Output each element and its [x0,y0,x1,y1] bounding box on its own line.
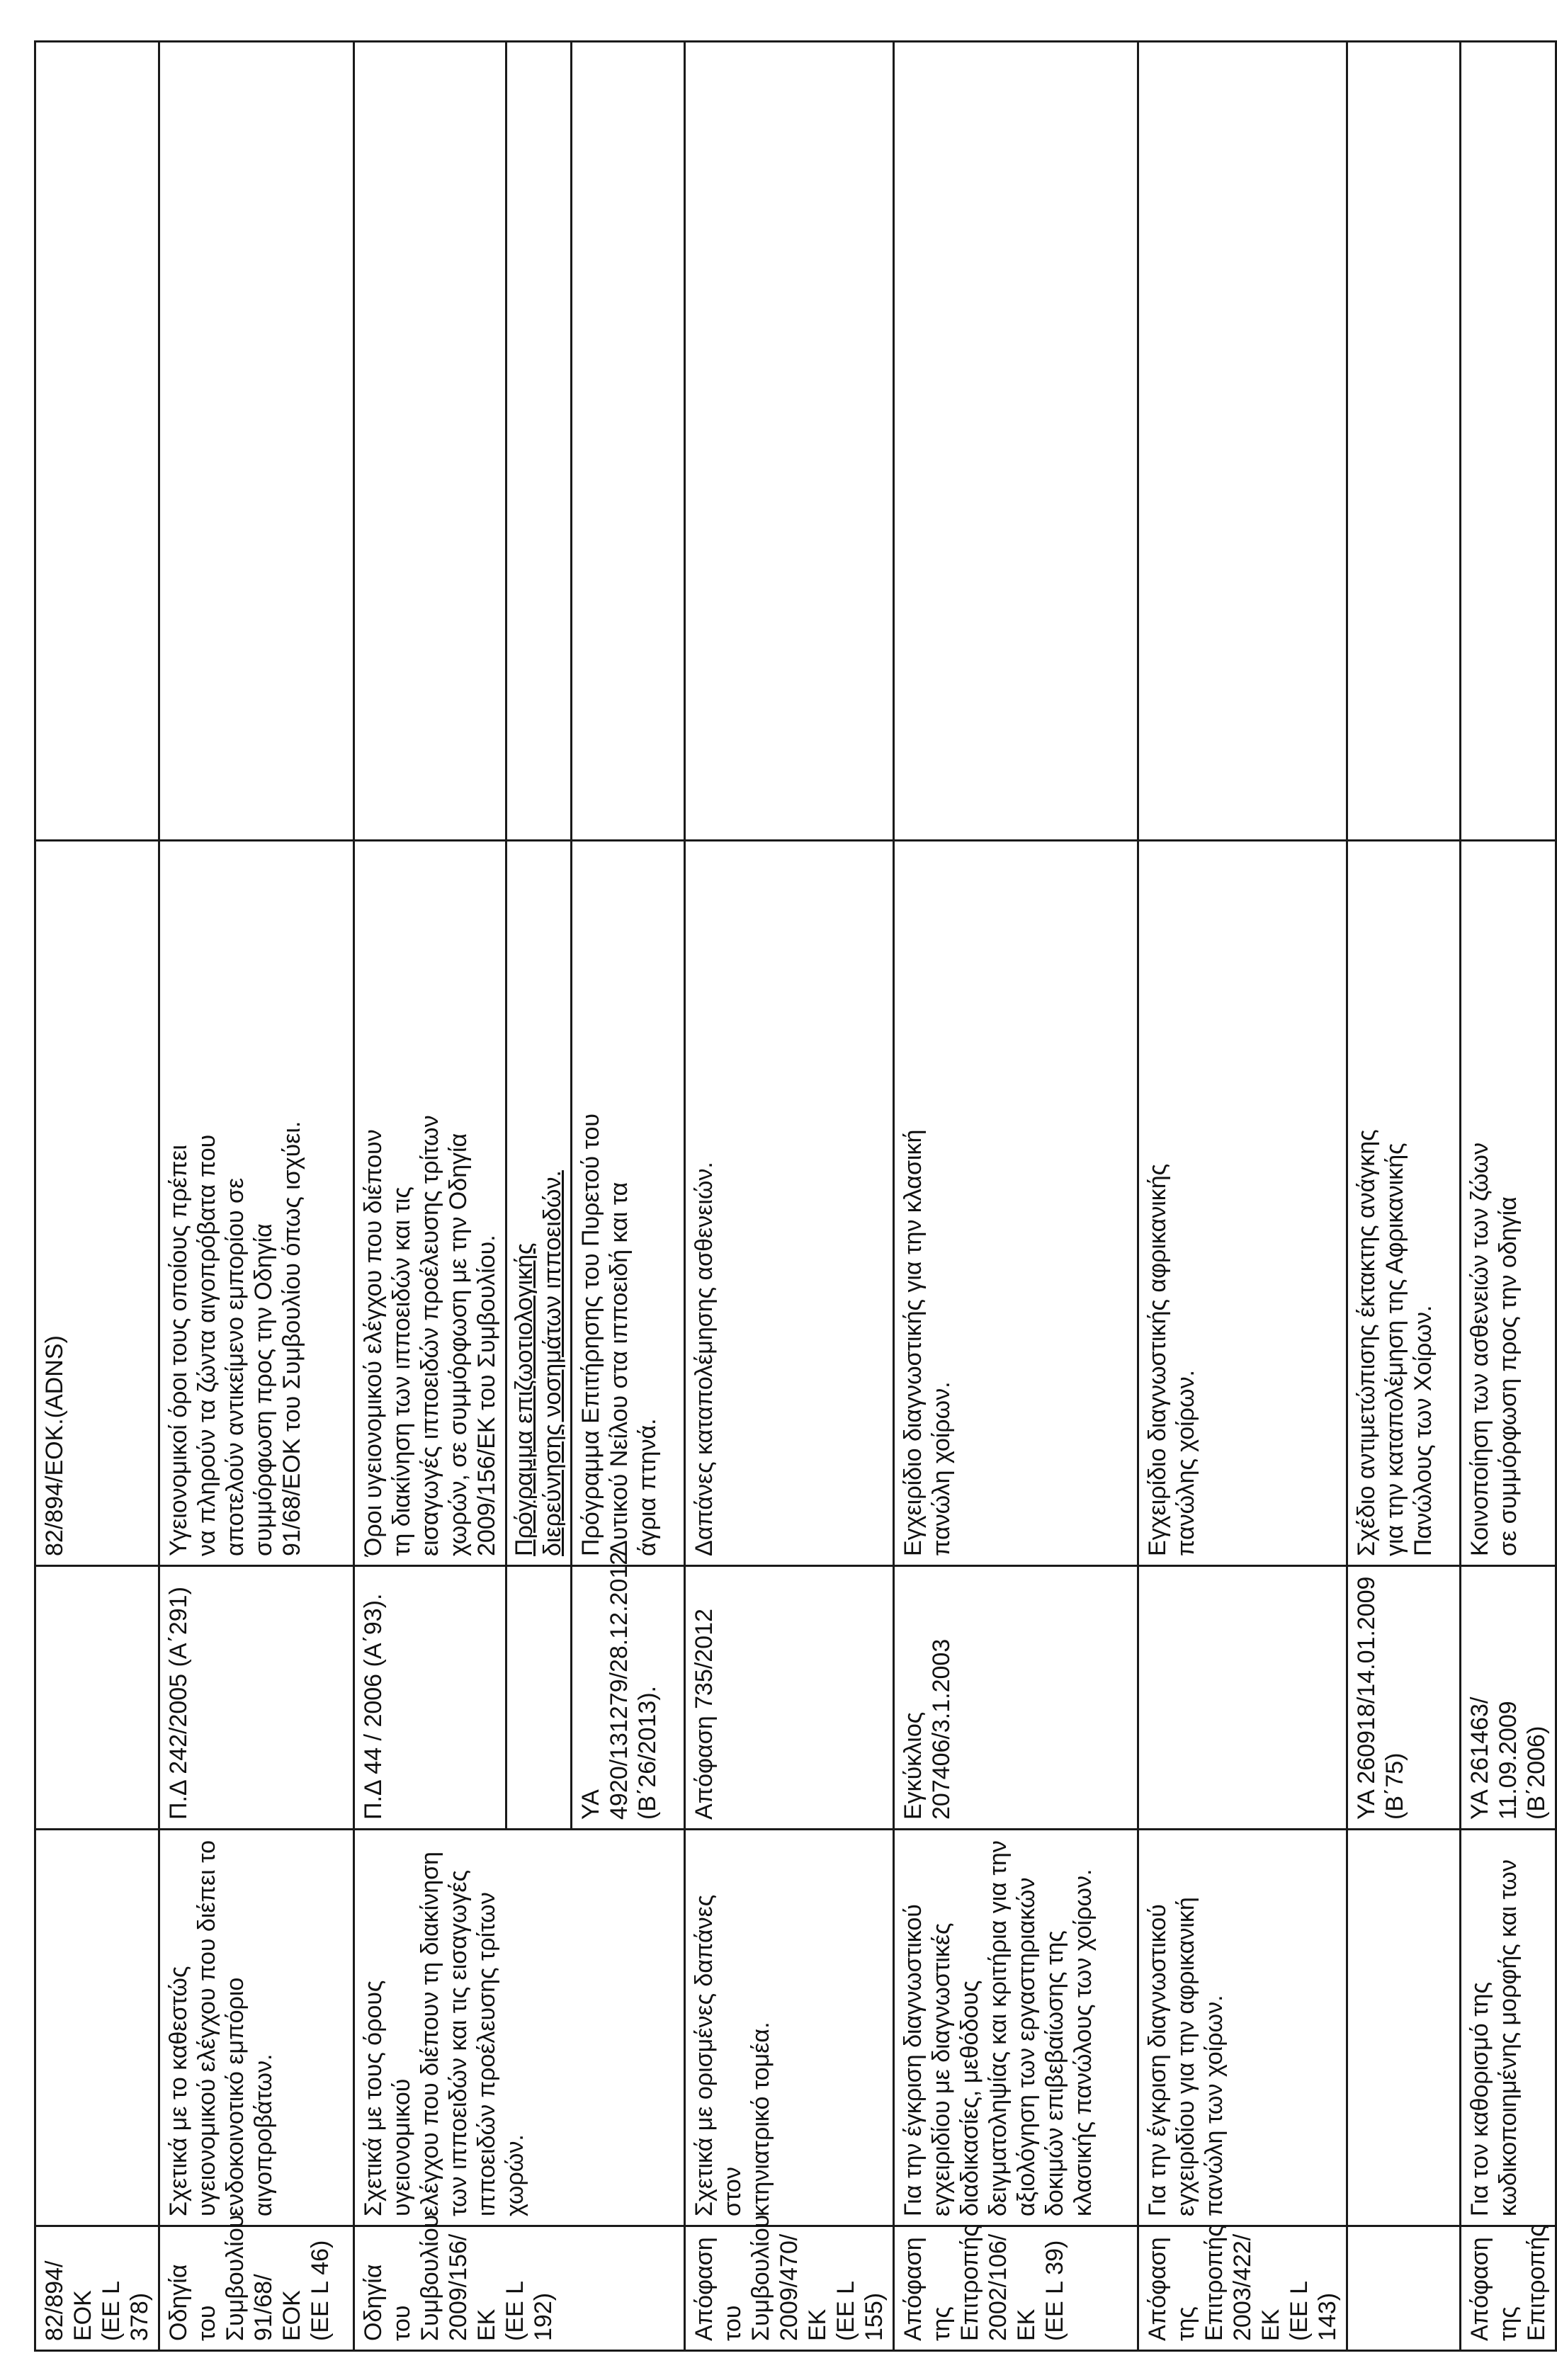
cell-extra [572,42,685,841]
table-row [35,42,159,2351]
cell-subject: Σχετικά με ορισμένες δαπάνες στον κτηνιατρικό τομέα. [685,1830,894,2226]
cell-desc: Πρόγραμμα επιζωοτιολογικής διερεύνησης νοσημάτων ιπποειδών. [506,841,572,1566]
cell-act: 82/894/ΕΟΚ (ΕΕ L 378) [35,2226,159,2351]
cell-extra [1347,42,1461,841]
cell-subject: Σχετικά με τους όρους υγειονομικού ελέγχου που διέπουν τη διακίνηση των ιπποειδών και τις εισαγωγές ιπποειδών προέλευσης τρίτων χωρών. [354,1830,685,2226]
cell-law [1138,1566,1347,1830]
cell-law: Απόφαση 735/2012 [685,1566,894,1830]
cell-extra [506,42,572,841]
table-row [894,42,1138,2351]
table-row [685,42,894,2351]
cell-desc: Πρόγραμμα Επιτήρησης του Πυρετού του Δυτικού Νείλου στα ιπποειδή και τα άγρια πτηνά. [572,841,685,1566]
cell-desc: Σχέδιο αντιμετώπισης έκτακτης ανάγκης για την καταπολέμηση της Αφρικανικής Πανώλους των Χοίρων. [1347,841,1461,1566]
table-row [159,42,354,2351]
cell-subject [35,1830,159,2226]
table-row [1347,42,1461,2351]
cell-extra [354,42,506,841]
cell-subject [1347,1830,1461,2226]
cell-law [506,1566,572,1830]
cell-extra [1461,42,1556,841]
cell-extra [894,42,1138,841]
cell-extra [159,42,354,841]
cell-law: Π.Δ 44 / 2006 (Α΄93). [354,1566,506,1830]
cell-desc: Κοινοποίηση των ασθενειών των ζώων σε συμμόρφωση προς την οδηγία [1461,841,1556,1566]
cell-extra [35,42,159,841]
legislation-table [34,40,1557,2352]
cell-desc: Εγχειρίδιο διαγνωστικής αφρικανικής πανώλης χοίρων. [1138,841,1347,1566]
cell-desc: 82/894/ΕΟΚ.(ADNS) [35,841,159,1566]
cell-desc: Υγειονομικοί όροι τους οποίους πρέπει να πληρούν τα ζώντα αιγοπρόβατα που αποτελούν αντικείμενο εμπορίου σε συμμόρφωση προς την Οδηγία 91/68/ΕΟΚ του Συμβουλίου όπως ισχύει. [159,841,354,1566]
cell-law: ΥΑ 260918/14.01.2009 (Β΄75) [1347,1566,1461,1830]
cell-desc: Εγχειρίδιο διαγνωστικής για την κλασική πανώλη χοίρων. [894,841,1138,1566]
cell-act: Απόφαση της Επιτροπής [1461,2226,1556,2351]
cell-law: Εγκύκλιος 207406/3.1.2003 [894,1566,1138,1830]
cell-law [35,1566,159,1830]
cell-act: Απόφαση της Επιτροπής 2003/422/ΕΚ (ΕΕ L 143) [1138,2226,1347,2351]
cell-subject: Για τον καθορισμό της κωδικοποιημένης μορφής και των [1461,1830,1556,2226]
cell-extra [1138,42,1347,841]
cell-act: Απόφαση της Επιτροπής 2002/106/ΕΚ (ΕΕ L 39) [894,2226,1138,2351]
cell-extra [685,42,894,841]
cell-act: Απόφαση του Συμβουλίου 2009/470/ΕΚ (ΕΕ L 155) [685,2226,894,2351]
cell-subject: Σχετικά με το καθεστώς υγειονομικού ελέγχου που διέπει το ενδοκοινοτικό εμπόριο αιγοπροβάτων. [159,1830,354,2226]
cell-act: Οδηγία του Συμβουλίου 91/68/ΕΟΚ (ΕΕ L 46) [159,2226,354,2351]
table-row [354,42,506,2351]
cell-law: ΥΑ 4920/131279/28.12.2012 (Β΄26/2013). [572,1566,685,1830]
table-row [1461,42,1556,2351]
cell-act: Οδηγία του Συμβουλίου 2009/156/ΕΚ (ΕΕ L 192) [354,2226,685,2351]
cell-desc: Δαπάνες καταπολέμησης ασθενειών. [685,841,894,1566]
cell-law: Π.Δ 242/2005 (Α΄291) [159,1566,354,1830]
cell-law: ΥΑ 261463/ 11.09.2009 (Β΄2006) [1461,1566,1556,1830]
table-row [1138,42,1347,2351]
cell-act [1347,2226,1461,2351]
cell-subject: Για την έγκριση διαγνωστικού εγχειριδίου για την αφρικανική πανώλη των χοίρων. [1138,1830,1347,2226]
cell-desc: Όροι υγειονομικού ελέγχου που διέπουν τη διακίνηση των ιπποειδών και τις εισαγωγές ιπποειδών προέλευσης τρίτων χωρών, σε συμμόρφωση με την Οδηγία 2009/156/ΕΚ του Συμβουλίου. [354,841,506,1566]
cell-subject: Για την έγκριση διαγνωστικού εγχειριδίου με διαγνωστικές διαδικασίες, μεθόδους δειγματοληψίας και κριτήρια για την αξιολόγηση των εργαστηριακών δοκιμών επιβεβαίωσης της κλασικής πανώλους των χοίρων. [894,1830,1138,2226]
